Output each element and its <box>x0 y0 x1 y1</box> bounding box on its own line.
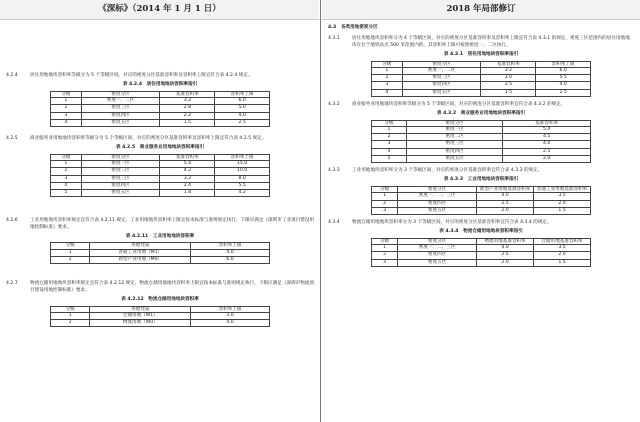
column-header: 分级 <box>372 120 407 126</box>
table-row <box>372 259 591 266</box>
table-cell: 3.5 <box>534 245 591 252</box>
table-cell: 密度五区 <box>402 89 481 96</box>
table-cell: 3.0 <box>191 312 270 319</box>
table-cell: 密度一、二区 <box>402 68 481 75</box>
column-header: 分级 <box>51 243 90 249</box>
table-row <box>372 134 591 141</box>
clause-4-2-4 <box>6 73 314 79</box>
column-header: 基准容积率 <box>481 61 536 67</box>
clause-text: 商业服务业用地地块容积率等级分为 5 个等级区间，对应的密度分区基准容积率宜符合表 4.3.2 的规定。 <box>352 101 566 107</box>
table-title: 表 4.3.2 商业服务业用地地块容积率指引 <box>436 111 526 117</box>
table-cell: 4.0 <box>477 193 534 200</box>
column-header: 分级 <box>372 186 398 192</box>
column-header: 容积率上限 <box>191 243 270 249</box>
table-cell: 5.4 <box>503 127 591 134</box>
table-cell: 1.5 <box>534 259 591 266</box>
column-header: 容积率上限 <box>215 91 270 97</box>
table-cell: 1.5 <box>534 207 591 214</box>
table-cell: 4 <box>372 89 403 96</box>
table-cell: 4 <box>51 119 82 126</box>
clause-number: 4.3.4 <box>328 219 340 225</box>
clause-text: 工业用地地块容积率分为 3 个等级区间，对应的密度分区基准容积率宜符合表 4.3.3 的规定。 <box>352 168 543 174</box>
table-cell: 密度四区 <box>407 148 503 155</box>
clause-4-3-1 <box>328 36 634 49</box>
table-4-2-12 <box>50 306 270 328</box>
column-header: 密度分区 <box>81 154 160 160</box>
table-cell: 密度三区 <box>81 105 160 112</box>
table-cell: 2.5 <box>536 89 591 96</box>
column-header: 分级 <box>51 306 90 312</box>
column-header: 物流用地基准容积率 <box>477 238 534 244</box>
table-cell: 2 <box>372 75 403 82</box>
column-header: 普通工业用地基准容积率 <box>534 186 591 192</box>
table-cell: 3 <box>372 207 398 214</box>
table-row <box>51 168 270 175</box>
table-row <box>372 245 591 252</box>
table-cell: 3 <box>51 112 82 119</box>
clause-number: 4.2.7 <box>6 281 18 287</box>
section-title: 各类用地密度分区 <box>340 25 378 30</box>
clause-number: 4.2.6 <box>6 218 18 224</box>
table-row <box>51 98 270 105</box>
column-header: 密度分区 <box>81 91 160 97</box>
table-cell: 2.4 <box>160 182 215 189</box>
table-cell: 1 <box>51 161 82 168</box>
table-row <box>51 105 270 112</box>
table-row <box>372 127 591 134</box>
table-cell: 1.5 <box>481 89 536 96</box>
table-cell: 4.2 <box>160 168 215 175</box>
table-cell: 密度四区 <box>81 112 160 119</box>
table-cell: 5 <box>51 190 82 197</box>
table-cell: 密度五区 <box>398 259 477 266</box>
clause-text: 物流仓储用地地块容积率分为 3 个等级区间，对应的密度分区基准容积率宜符合表 4.3.4 的规定。 <box>352 219 552 225</box>
header-right: 2018 年局部修订 <box>322 0 640 20</box>
clause-number: 4.3.1 <box>328 36 340 42</box>
table-cell: 1.8 <box>160 190 215 197</box>
table-cell: 2 <box>372 134 407 141</box>
table-cell: 4.0 <box>191 320 270 327</box>
table-row <box>51 119 270 126</box>
clause-number: 4.3.2 <box>328 101 340 107</box>
table-cell: 密度四区 <box>398 252 477 259</box>
clause-4-2-7 <box>6 281 314 294</box>
table-cell: 4.0 <box>536 82 591 89</box>
table-cell: 4 <box>51 182 82 189</box>
table-cell: 3 <box>372 141 407 148</box>
table-cell: 密度五区 <box>81 190 160 197</box>
table-title: 表 4.2.12 物流仓储用地地块容积率 <box>121 297 199 303</box>
table-cell: 5.5 <box>215 182 270 189</box>
column-header: 分级 <box>372 238 398 244</box>
table-cell: 3 <box>372 259 398 266</box>
table-4-3-1 <box>371 61 591 97</box>
clause-number: 4.3.3 <box>328 168 340 174</box>
column-header: 基准容积率 <box>503 120 591 126</box>
table-cell: 2 <box>372 252 398 259</box>
table-cell: 密度四区 <box>81 182 160 189</box>
table-cell: 密度五区 <box>407 155 503 162</box>
table-title: 表 4.2.4 居住用地地块容积率指引 <box>122 82 198 88</box>
table-cell: 1 <box>372 68 403 75</box>
clause-4-3-3 <box>328 168 634 174</box>
table-cell: 2 <box>372 200 398 207</box>
table-row <box>372 75 591 82</box>
table-cell: 3.0 <box>481 75 536 82</box>
table-row <box>51 320 270 327</box>
table-cell: 仓储用地（W1） <box>90 312 191 319</box>
clause-4-2-5 <box>6 136 314 142</box>
table-4-2-4 <box>50 91 270 127</box>
table-row <box>372 148 591 155</box>
table-row <box>372 200 591 207</box>
table-cell: 2.5 <box>481 82 536 89</box>
right-column <box>328 22 634 267</box>
table-cell: 5 <box>372 155 407 162</box>
table-row <box>51 190 270 197</box>
table-cell: 3 <box>372 82 403 89</box>
table-cell: 密度二区 <box>407 134 503 141</box>
column-header: 密度分区 <box>398 238 477 244</box>
table-title: 表 4.3.1 居住用地地块容积率指引 <box>443 52 519 58</box>
table-row <box>51 112 270 119</box>
table-row <box>372 141 591 148</box>
table-cell: 3.2 <box>160 98 215 105</box>
table-cell: 密度三区 <box>81 175 160 182</box>
table-cell: 3.2 <box>160 175 215 182</box>
table-cell: 密度五区 <box>398 207 477 214</box>
table-cell: 2.5 <box>503 148 591 155</box>
table-cell: 密度三区 <box>402 75 481 82</box>
table-title: 表 4.3.4 物流仓储用地地块容积率指引 <box>439 229 523 235</box>
table-cell: 5.0 <box>215 105 270 112</box>
table-cell: 2.8 <box>160 105 215 112</box>
table-cell: 密度五区 <box>81 119 160 126</box>
clause-4-3-2 <box>328 102 634 108</box>
column-header: 容积率上限 <box>536 61 591 67</box>
column-header: 用地性质 <box>90 243 191 249</box>
table-cell: 2.2 <box>160 112 215 119</box>
clause-number: 4.2.4 <box>6 73 18 78</box>
table-title: 表 4.2.5 商业服务业用地地块容积率指引 <box>115 145 205 151</box>
table-cell: 3.5 <box>534 193 591 200</box>
table-cell: 2.0 <box>534 200 591 207</box>
table-cell: 1 <box>51 98 82 105</box>
clause-4-2-6 <box>6 218 314 231</box>
table-cell: 2 <box>51 168 82 175</box>
table-cell: 15.0 <box>215 161 270 168</box>
table-cell: 6.0 <box>215 98 270 105</box>
table-cell: 密度四区 <box>398 200 477 207</box>
table-cell: 4.0 <box>477 245 534 252</box>
table-cell: 4.2 <box>215 190 270 197</box>
table-row <box>372 252 591 259</box>
clause-text: 商业服务业用地地块容积率等级分为 5 个等级区间，对应的密度分区基准容积率及容积率上限宜符合表 4.2.5 规定。 <box>30 136 267 142</box>
table-row <box>372 207 591 214</box>
table-cell: 2.0 <box>477 207 534 214</box>
table-cell: 4.0 <box>215 112 270 119</box>
table-cell: 1.5 <box>160 119 215 126</box>
clause-number: 4.2.5 <box>6 136 18 142</box>
table-cell: 新型产业用地（M0） <box>90 257 191 264</box>
clause-text: 物流仓储用地地块容积率规定宜符合表 4.2.12 规定，物流仓储用地地块容积率上限宜按本标准与准则规定执行，下限应满足《深圳市物流项目建设用地控制标准》要求。 <box>30 281 314 293</box>
table-row <box>51 161 270 168</box>
column-header: 仓储用地基准容积率 <box>534 238 591 244</box>
table-cell: 2.0 <box>477 259 534 266</box>
column-header: 密度分区 <box>402 61 481 67</box>
table-row <box>372 193 591 200</box>
table-cell: 普通工业用地（M1） <box>90 249 191 256</box>
table-4-3-4 <box>371 238 591 267</box>
column-header: 基准容积率 <box>160 91 215 97</box>
table-cell: 5.5 <box>536 75 591 82</box>
table-cell: 密度一区 <box>81 161 160 168</box>
column-header: 容积率上限 <box>191 306 270 312</box>
table-cell: 物流用地（W0） <box>90 320 191 327</box>
table-row <box>372 68 591 75</box>
table-row <box>372 155 591 162</box>
table-cell: 密度一区 <box>407 127 503 134</box>
left-column <box>6 22 314 327</box>
table-row <box>51 182 270 189</box>
table-4-2-5 <box>50 154 270 197</box>
clause-text: 工业用地地块容积率规定宜符合表 4.2.11 规定，工业用地地块容积率上限宜按本标准与准则规定执行，下限应满足《深圳市工业项目建设用地控制标准》要求。 <box>30 218 314 230</box>
table-cell: 1 <box>372 245 398 252</box>
column-header: 用地性质 <box>90 306 191 312</box>
table-row <box>51 175 270 182</box>
table-cell: 密度四区 <box>402 82 481 89</box>
table-cell: 5.4 <box>160 161 215 168</box>
clause-text: 居住用地地块容积率分为 4 个等级区间，对应的密度分区基准容积率及容积率上限宜符合表 4.3.1 的规定，密度三区范围内的居住用地地块在位于地铁站点 500 米范围内的，其容积率上限可按照密度一、二区执行。 <box>352 36 630 48</box>
column-header: 容积率上限 <box>215 154 270 160</box>
table-cell: 密度三区 <box>407 141 503 148</box>
table-cell: 4.0 <box>191 249 270 256</box>
table-row <box>51 249 270 256</box>
clause-text: 居住用地地块容积率等级分为 5 个等级区间，对应的密度分区基准容积率及容积率上限宜符合表 4.2.4 规定。 <box>30 73 253 78</box>
header-left: 《深标》（2014 年 1 月 1 日） <box>0 0 319 20</box>
column-header: 新型产业用地基准容积率 <box>477 186 534 192</box>
table-cell: 2.0 <box>534 252 591 259</box>
column-header: 密度分区 <box>398 186 477 192</box>
column-divider <box>320 0 321 422</box>
section-heading <box>328 25 634 31</box>
table-cell: 1 <box>51 249 90 256</box>
table-cell: 2 <box>51 257 90 264</box>
table-cell: 密度一、二、三区 <box>398 245 477 252</box>
table-cell: 6.0 <box>191 257 270 264</box>
column-header: 分级 <box>51 154 82 160</box>
clause-4-3-4 <box>328 220 634 226</box>
table-cell: 1 <box>51 312 90 319</box>
table-cell: 2.0 <box>503 155 591 162</box>
column-header: 基准容积率 <box>160 154 215 160</box>
column-header: 分级 <box>51 91 82 97</box>
table-cell: 4.5 <box>503 134 591 141</box>
table-title: 表 4.2.11 工业用地地块容积率 <box>125 234 195 240</box>
table-cell: 1 <box>372 193 398 200</box>
table-cell: 4 <box>372 148 407 155</box>
table-4-3-2 <box>371 120 591 163</box>
table-cell: 6.0 <box>536 68 591 75</box>
table-cell: 3.2 <box>481 68 536 75</box>
table-row <box>372 89 591 96</box>
table-cell: 1 <box>372 127 407 134</box>
table-4-3-3 <box>371 186 591 215</box>
column-header: 密度分区 <box>407 120 503 126</box>
table-cell: 4.0 <box>503 141 591 148</box>
table-cell: 密度一、二区 <box>81 98 160 105</box>
table-title: 表 4.3.3 工业用地地块容积率指引 <box>443 177 519 183</box>
table-cell: 2.5 <box>477 200 534 207</box>
table-cell: 2.5 <box>477 252 534 259</box>
table-cell: 2.5 <box>215 119 270 126</box>
table-row <box>372 82 591 89</box>
table-cell: 10.0 <box>215 168 270 175</box>
table-cell: 8.0 <box>215 175 270 182</box>
table-row <box>51 257 270 264</box>
table-cell: 密度二区 <box>81 168 160 175</box>
section-number: 4.3 <box>328 25 337 30</box>
column-header: 分级 <box>372 61 403 67</box>
table-row <box>51 312 270 319</box>
table-cell: 2 <box>51 320 90 327</box>
table-cell: 2 <box>51 105 82 112</box>
table-cell: 3 <box>51 175 82 182</box>
table-4-2-11 <box>50 242 270 264</box>
table-cell: 密度一、二、三区 <box>398 193 477 200</box>
